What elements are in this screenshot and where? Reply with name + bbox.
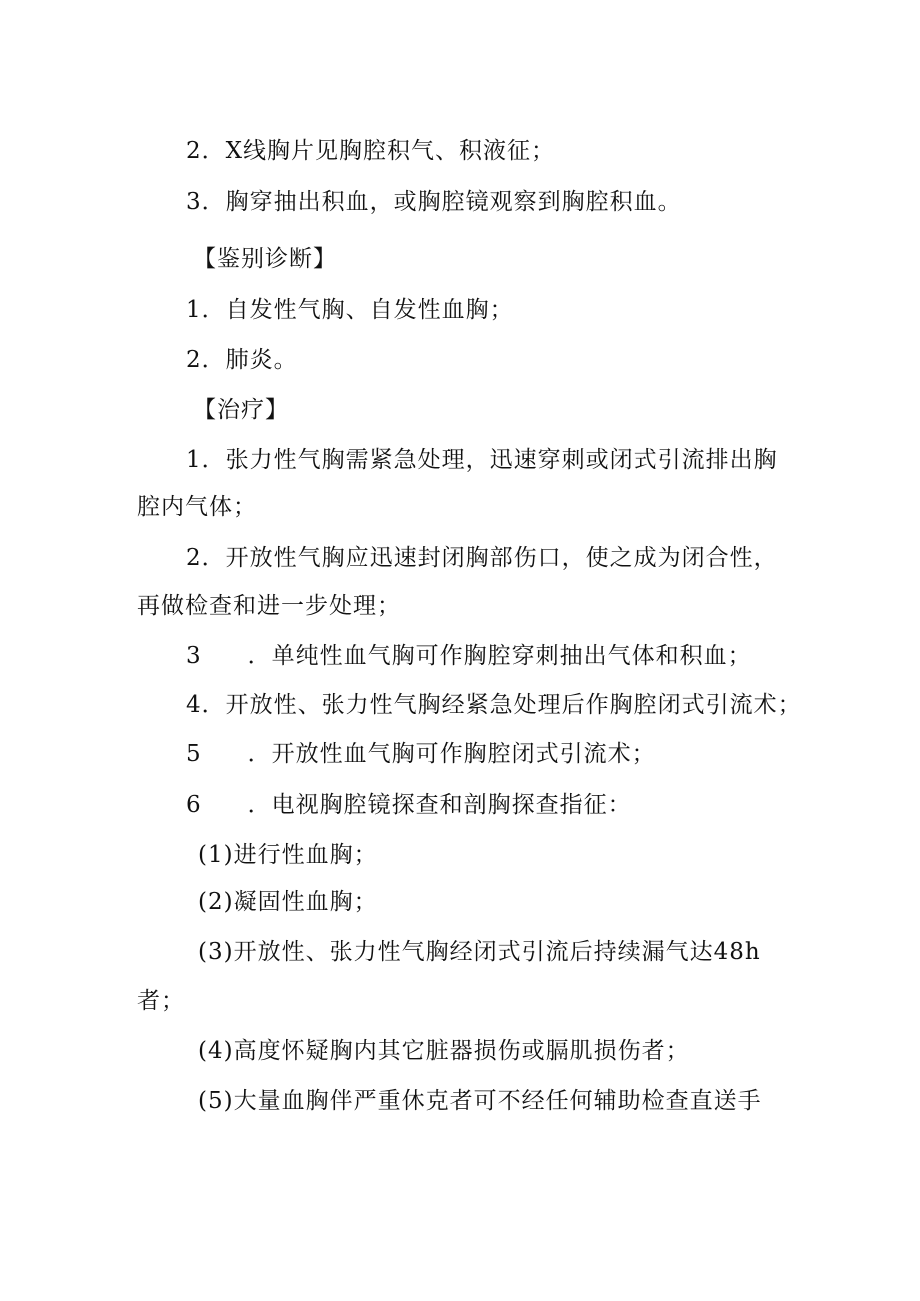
treatment-item-3-number: 3 <box>186 643 202 669</box>
indication-sub-2: (2)凝固性血胸； <box>198 889 378 915</box>
treatment-item-4: 4．开放性、张力性气胸经紧急处理后作胸腔闭式引流术； <box>186 692 802 718</box>
treatment-item-6-number: 6 <box>186 792 202 818</box>
treatment-item-2-line-1: 2．开放性气胸应迅速封闭胸部伤口，使之成为闭合性， <box>186 545 778 571</box>
diagnosis-item-3: 3．胸穿抽出积血，或胸腔镜观察到胸腔积血。 <box>186 189 682 215</box>
diagnosis-item-2: 2．X线胸片见胸腔积气、积液征； <box>186 138 556 164</box>
indication-sub-3-line-2: 者； <box>137 988 185 1014</box>
treatment-item-1-line-2: 腔内气体； <box>137 494 257 520</box>
treatment-item-5 <box>186 739 656 769</box>
indication-sub-4: (4)高度怀疑胸内其它脏器损伤或膈肌损伤者； <box>198 1038 690 1064</box>
treatment-item-2-line-2: 再做检查和进一步处理； <box>137 593 401 619</box>
indication-sub-3-line-1: (3)开放性、张力性气胸经闭式引流后持续漏气达48h <box>198 939 761 965</box>
treatment-heading: 【治疗】 <box>193 397 289 423</box>
indication-sub-1: (1)进行性血胸； <box>198 842 378 868</box>
treatment-item-1-line-1: 1．张力性气胸需紧急处理，迅速穿刺或闭式引流排出胸 <box>186 447 778 473</box>
treatment-item-3 <box>186 641 752 671</box>
treatment-item-5-number: 5 <box>186 741 202 767</box>
treatment-item-6-text: ．电视胸腔镜探查和剖胸探查指征： <box>247 792 632 818</box>
differential-heading: 【鉴别诊断】 <box>193 246 337 272</box>
indication-sub-5: (5)大量血胸伴严重休克者可不经任何辅助检查直送手 <box>198 1088 762 1114</box>
treatment-item-6 <box>186 790 632 820</box>
treatment-item-3-text: ．单纯性血气胸可作胸腔穿刺抽出气体和积血； <box>247 643 752 669</box>
differential-item-1: 1．自发性气胸、自发性血胸； <box>186 297 514 323</box>
differential-item-2: 2．肺炎。 <box>186 347 298 373</box>
treatment-item-5-text: ．开放性血气胸可作胸腔闭式引流术； <box>247 741 656 767</box>
